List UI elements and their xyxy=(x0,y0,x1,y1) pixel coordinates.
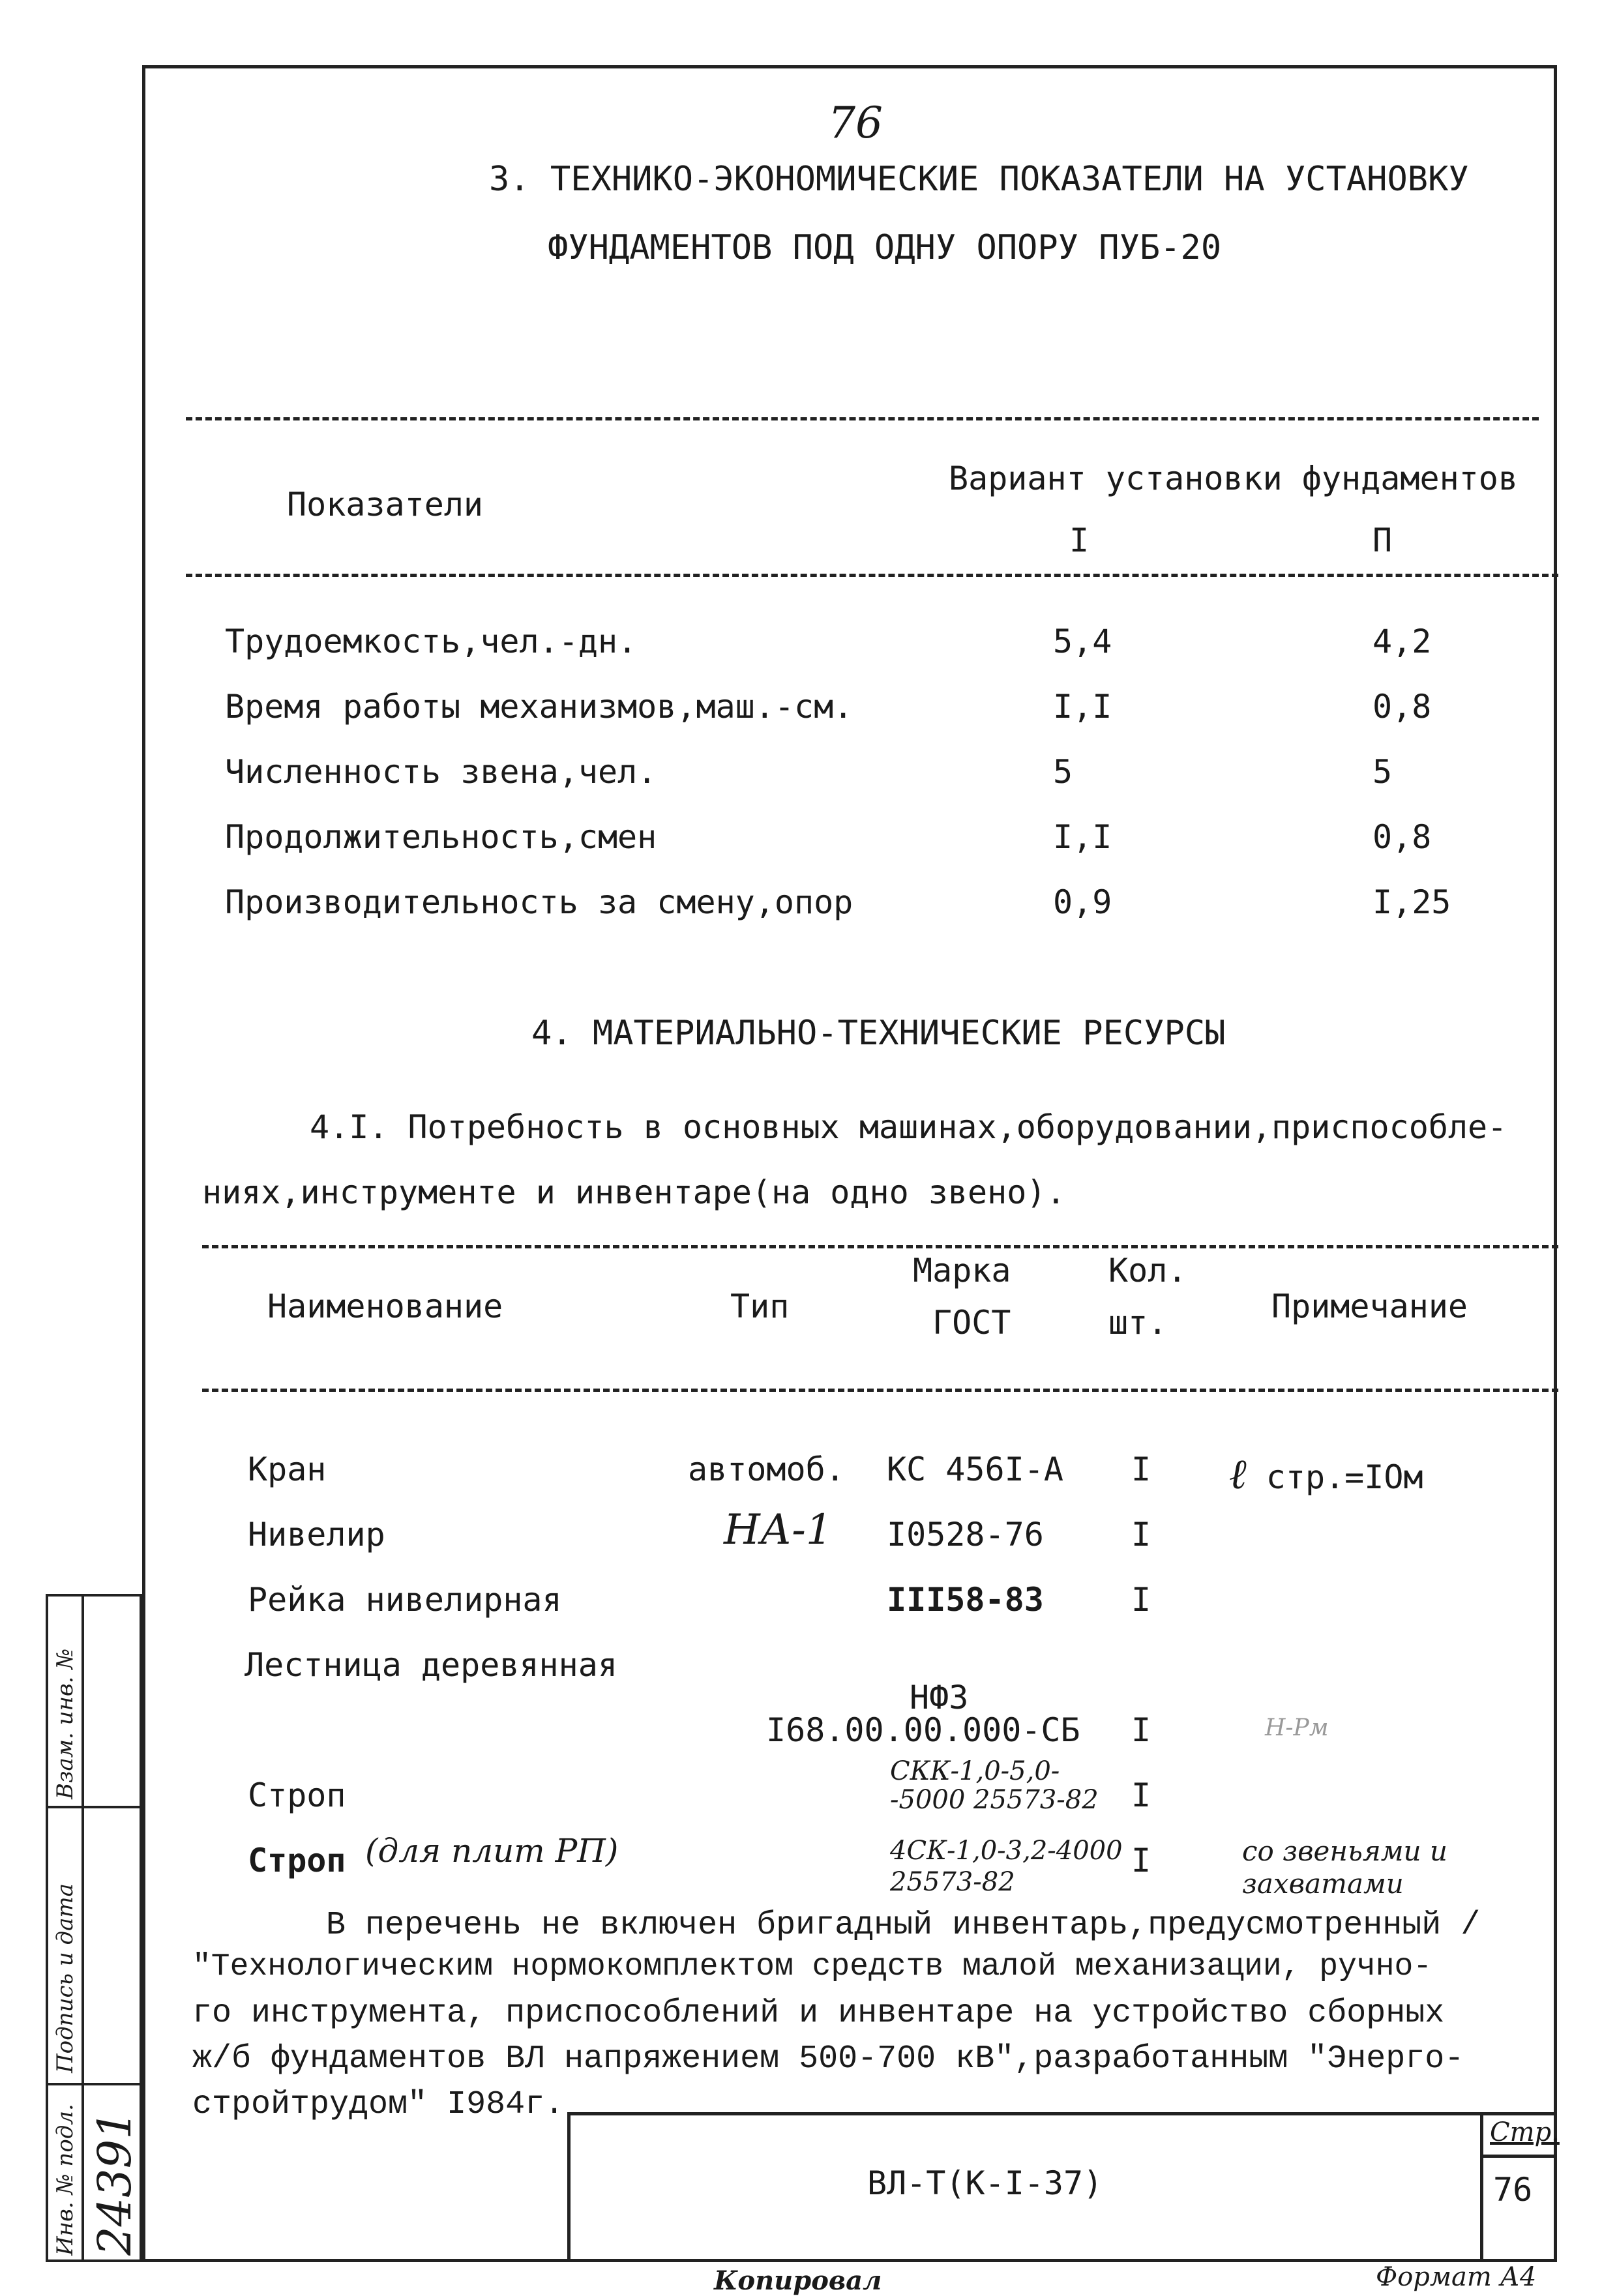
footer-para-line3: го инструмента, приспособлений и инвентаре на устройство сборных xyxy=(192,1995,1445,2032)
table2-row-name: Рейка нивелирная xyxy=(248,1581,562,1619)
table2-row-name: Строп xyxy=(248,1842,346,1879)
table1-row-v1: 5 xyxy=(1053,753,1073,791)
table1-top-rule xyxy=(186,417,1539,420)
page-number-top: 76 xyxy=(828,98,883,148)
table1-row-v2: 0,8 xyxy=(1372,688,1432,726)
table1-row-name: Продолжительность,смен xyxy=(225,818,657,856)
table2-row-note: Н-Рм xyxy=(1265,1715,1329,1741)
table2-header-qty-1: Кол. xyxy=(1108,1252,1187,1289)
table1-row-name: Производительность за смену,опор xyxy=(225,883,853,921)
table1-row-v2: I,25 xyxy=(1372,883,1451,921)
section-4-title: 4. МАТЕРИАЛЬНО-ТЕХНИЧЕСКИЕ РЕСУРСЫ xyxy=(531,1014,1226,1053)
page-label: Стр. xyxy=(1490,2117,1560,2147)
table2-row-mark: 4СК-1,0-3,2-4000 25573-82 xyxy=(890,1836,1123,1897)
side-label-signature-date: Подпись и дата xyxy=(52,1883,78,2073)
table2-header-type: Тип xyxy=(730,1288,790,1325)
page-box-separator xyxy=(1480,2155,1557,2158)
table2-header-mark-2: ГОСТ xyxy=(932,1304,1011,1342)
table2-row-mark: НФЗ xyxy=(910,1679,969,1716)
footer-para-line2: "Технологическим нормокомплектом средств малой механизации, ручно- xyxy=(192,1949,1432,1984)
table1-row-v2: 0,8 xyxy=(1372,818,1432,856)
table2-row-qty: I xyxy=(1131,1516,1151,1553)
table2-row-note: ℓ стр.=IОм xyxy=(1229,1450,1423,1499)
table2-header-name: Наименование xyxy=(267,1288,503,1325)
table1-row-name: Время работы механизмов,маш.-см. xyxy=(225,688,853,726)
table1-header-variant: Вариант установки фундаментов xyxy=(949,460,1518,497)
table1-row-v1: 5,4 xyxy=(1053,623,1112,660)
table2-row-mark: КС 456I-А xyxy=(887,1450,1063,1488)
table2-row-mark: I68.00.00.000-СБ xyxy=(766,1711,1080,1749)
table1-row-v2: 5 xyxy=(1372,753,1393,791)
bottom-copied-label: Копировал xyxy=(714,2265,882,2296)
side-strip-rule xyxy=(46,2083,142,2085)
side-label-inv-number: Инв. № подл. xyxy=(52,2104,78,2256)
inv-number-handwritten: 24391 xyxy=(88,2110,141,2256)
table2-row-qty: I xyxy=(1131,1776,1151,1814)
table1-header-rule xyxy=(186,574,1558,577)
doc-code: ВЛ-Т(К-I-37) xyxy=(867,2164,1103,2202)
para-4-1-line2: ниях,инструменте и инвентаре(на одно звено). xyxy=(202,1173,1066,1211)
table1-row-name: Численность звена,чел. xyxy=(225,753,657,791)
table2-row-mark: III58-83 xyxy=(887,1581,1044,1619)
table2-header-mark-1: Марка xyxy=(913,1252,1011,1289)
table1-header-indicator: Показатели xyxy=(287,486,484,523)
table1-row-v1: I,I xyxy=(1053,818,1112,856)
page-frame-right xyxy=(1554,65,1557,2262)
table2-row-qty: I xyxy=(1131,1450,1151,1488)
table2-row-mark: I0528-76 xyxy=(887,1516,1044,1553)
footer-para-line1: В перечень не включен бригадный инвентарь,предусмотренный / xyxy=(326,1907,1481,1944)
table2-header-qty-2: шт. xyxy=(1108,1304,1168,1342)
side-strip-rule xyxy=(46,1806,142,1808)
section-3-title-line1: 3. ТЕХНИКО-ЭКОНОМИЧЕСКИЕ ПОКАЗАТЕЛИ НА УСТАНОВКУ xyxy=(489,160,1469,199)
side-strip-divider xyxy=(82,1594,84,2262)
table1-header-variant-2: П xyxy=(1372,522,1393,559)
footer-para-line4: ж/б фундаментов ВЛ напряжением 500-700 кВ",разработанным "Энерго- xyxy=(192,2040,1464,2078)
table1-header-variant-1: I xyxy=(1069,522,1090,559)
table2-row-name: Строп xyxy=(248,1776,346,1814)
table2-row-qty: I xyxy=(1131,1711,1151,1749)
page-frame-top xyxy=(142,65,1557,68)
table2-row-mark: СКК-1,0-5,0--5000 25573-82 xyxy=(890,1756,1099,1815)
table2-header-note: Примечание xyxy=(1271,1288,1468,1325)
page-frame-left xyxy=(142,65,145,2262)
table2-row-note: со звеньями и захватами xyxy=(1242,1835,1447,1900)
table1-row-v1: I,I xyxy=(1053,688,1112,726)
table2-row-name: Нивелир xyxy=(248,1516,385,1553)
para-4-1-line1: 4.I. Потребность в основных машинах,оборудовании,приспособле- xyxy=(310,1108,1507,1146)
table2-header-rule xyxy=(202,1389,1558,1392)
table2-row-name: Кран xyxy=(248,1450,327,1488)
table1-row-name: Трудоемкость,чел.-дн. xyxy=(225,623,638,660)
table1-row-v1: 0,9 xyxy=(1053,883,1112,921)
table2-row-name: Лестница деревянная xyxy=(245,1646,617,1684)
table2-top-rule xyxy=(202,1245,1558,1248)
table2-row-qty: I xyxy=(1131,1842,1151,1879)
side-label-replace-inv: Взам. инв. № xyxy=(52,1648,78,1799)
bottom-format-label: Формат А4 xyxy=(1376,2262,1537,2292)
table2-row-type: автомоб. xyxy=(688,1450,845,1488)
side-strip-rule xyxy=(46,1594,142,1597)
table2-row-hand-note: (для плит РП) xyxy=(365,1832,619,1870)
footer-para-line5: стройтрудом" I984г. xyxy=(192,2086,565,2123)
table2-row-qty: I xyxy=(1131,1581,1151,1619)
table1-row-v2: 4,2 xyxy=(1372,623,1432,660)
page-number: 76 xyxy=(1493,2171,1533,2209)
table2-row-type: НА-1 xyxy=(724,1506,833,1554)
section-3-title-line2: ФУНДАМЕНТОВ ПОД ОДНУ ОПОРУ ПУБ-20 xyxy=(548,228,1222,267)
